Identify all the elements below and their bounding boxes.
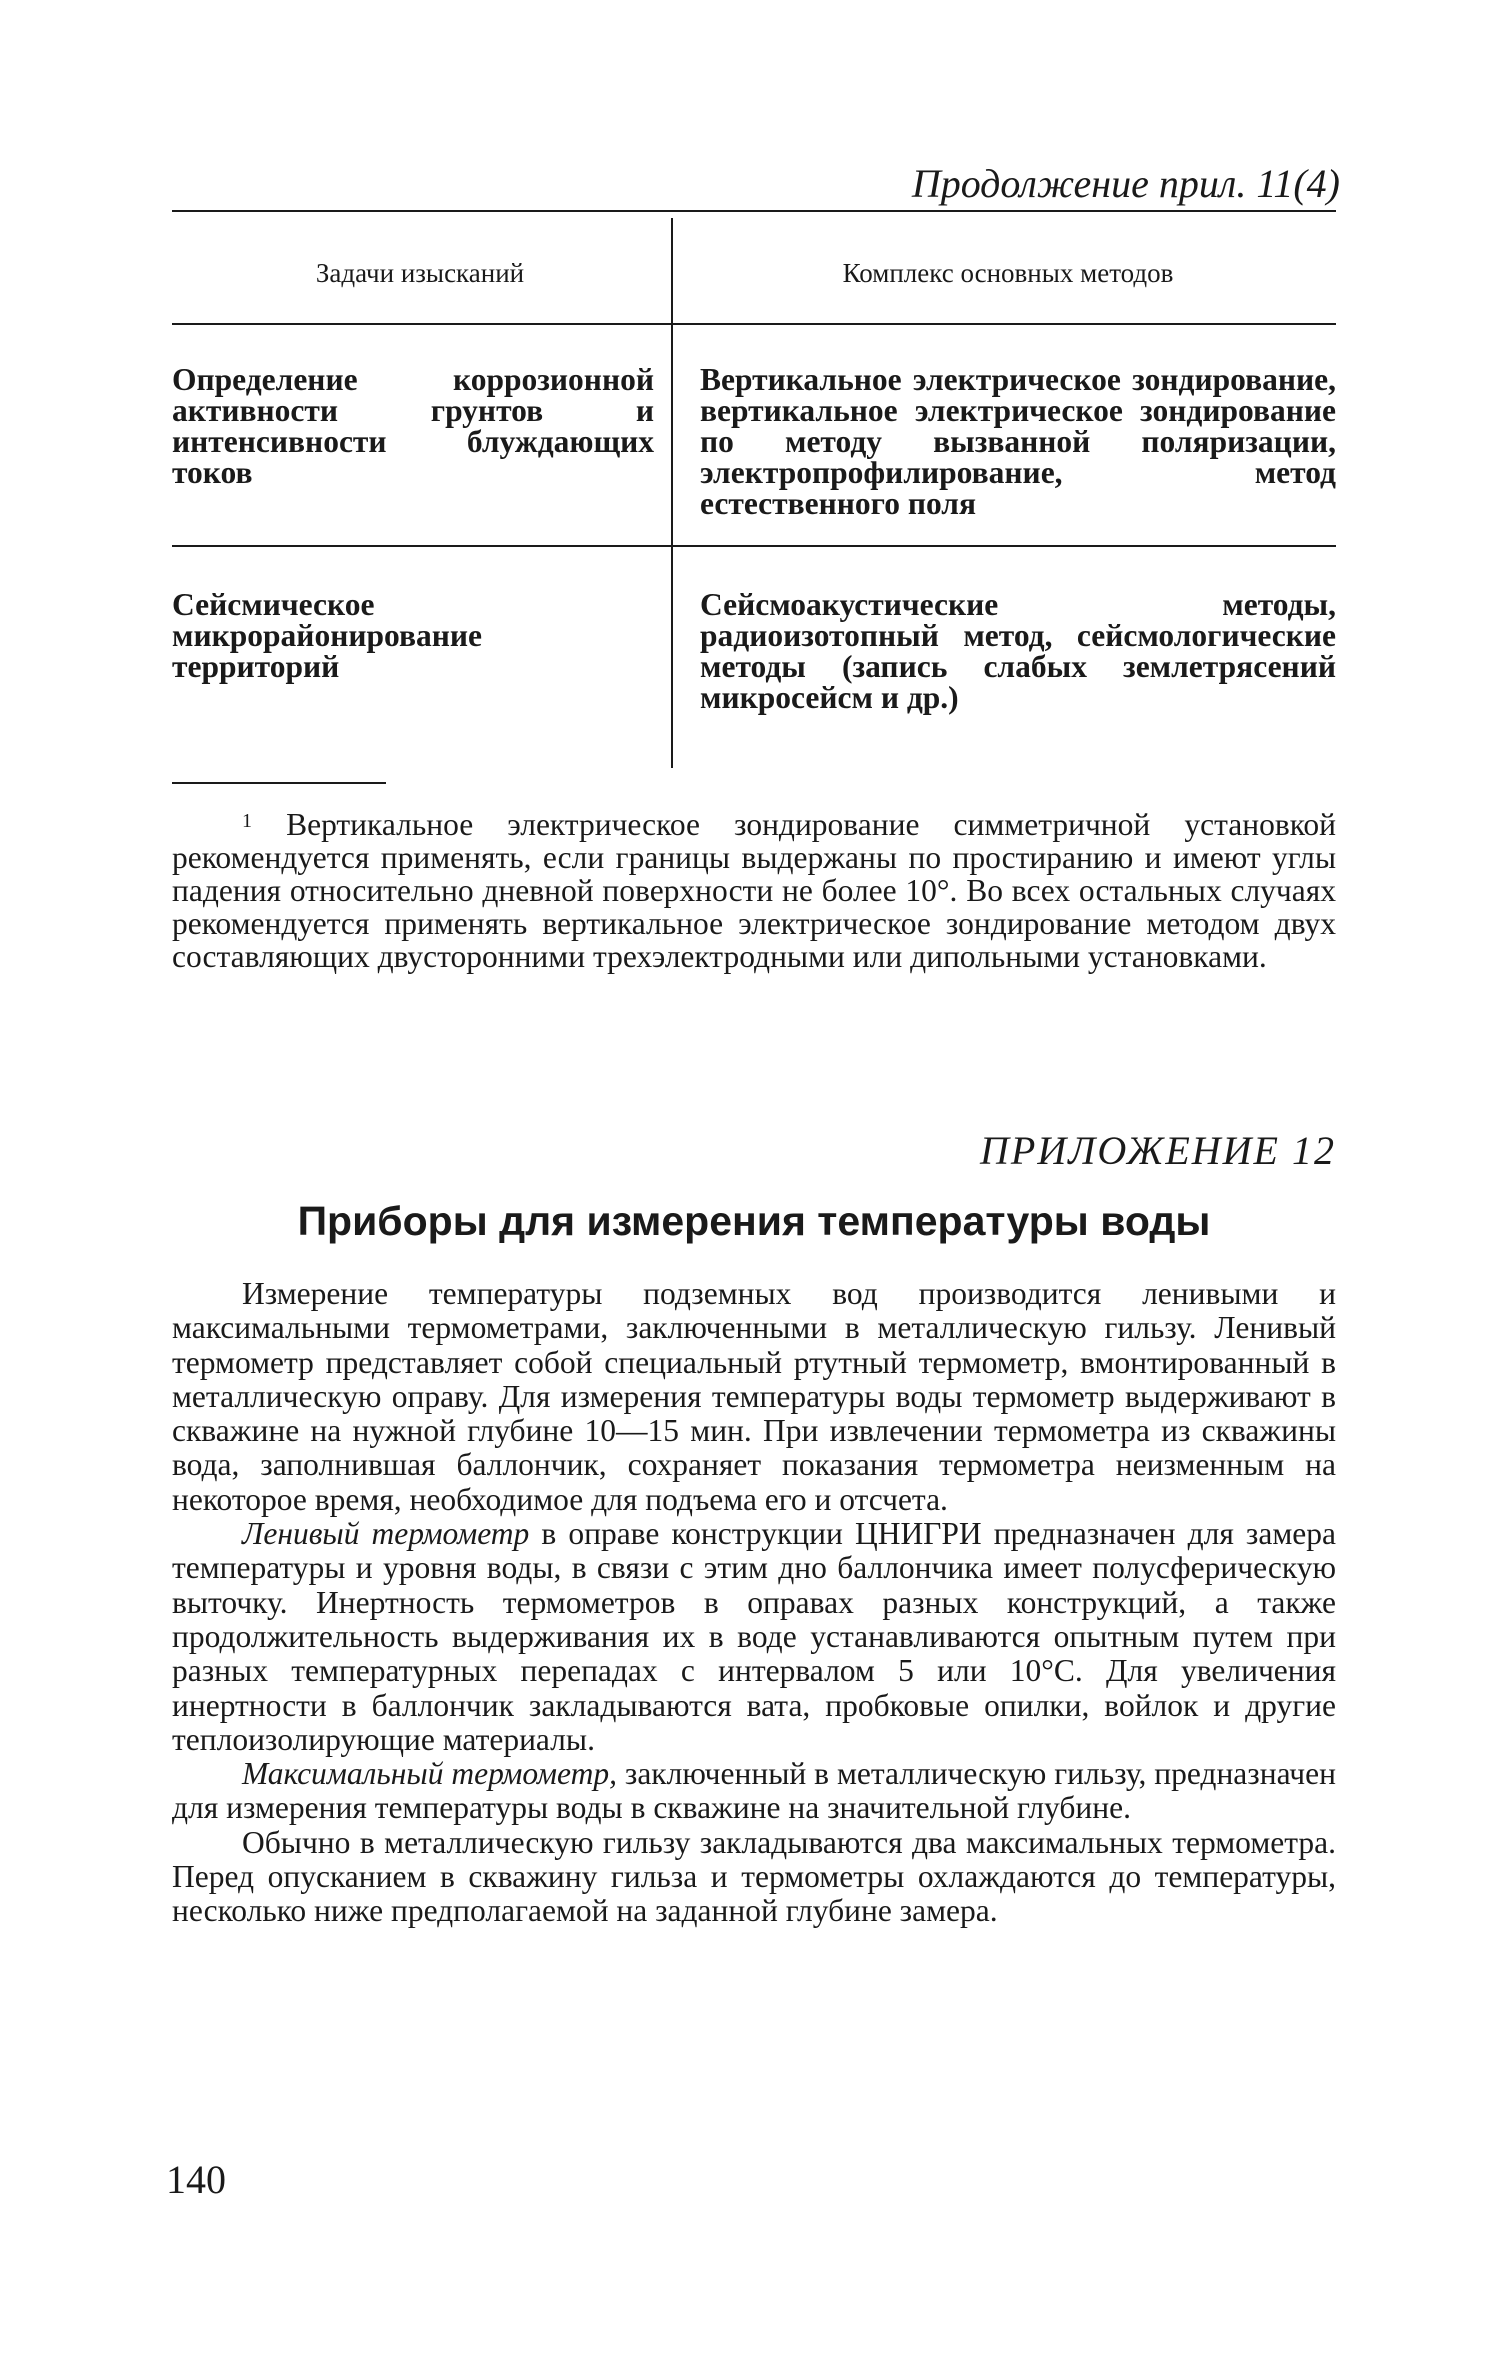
- footnote: [172, 805, 1336, 973]
- paragraph: [172, 1517, 1336, 1757]
- paragraph: [172, 1757, 1336, 1826]
- paragraph: [172, 1277, 1336, 1517]
- footnote-text: Вертикальное электрическое зондирование симметричной установкой рекомендуется применять, если границы выдержаны по простиранию и имеют углы падения относительно дневной поверхности не более 10°. Во всех остальных случаях рекомендуется применять вертикальное электрическое зондирование методом двух составляющих двусторонними трехэлектродными или дипольными установками.: [172, 807, 1337, 974]
- footnote-marker: 1: [242, 810, 252, 832]
- paragraph-text: Измерение температуры подземных вод производится ленивыми и максимальными термометрами, заключенными в металлическую гильзу. Ленивый термометр представляет собой специальный ртутный термометр, вмонтированный в металлическую оправу. Для измерения температуры воды термометр выдерживают в скважине на нужной глубине 10—15 мин. При извлечении термометра из скважины вода, заполнившая баллончик, сохраняет показания термометра неизменным на некоторое время, необходимое для подъема его и отсчета.: [172, 1276, 1336, 1517]
- table-header-rule: [172, 323, 1336, 325]
- table-row-2-task: Сейсмическое микрорайонирование территорий: [172, 587, 483, 684]
- paragraph-text: Обычно в металлическую гильзу закладываются два максимальных термометра. Перед опусканием в скважину гильза и термометры охлаждаются до температуры, несколько ниже предполагаемой на заданной глубине замера.: [172, 1824, 1336, 1929]
- table-row-1-task: Определение коррозионной активности грунтов и интенсивности блуждающих токов: [172, 362, 654, 490]
- appendix-title: Приборы для измерения температуры воды: [297, 1198, 1211, 1244]
- paragraph-text: в оправе конструкции ЦНИГРИ предназначен для замера температуры и уровня воды, в связи с этим дно баллончика имеет полусферическую выточку. Инертность термометров в оправах разных конструкций, а также продолжительность выдерживания их в воде устанавливаются опытным путем при разных температурных перепадах с интервалом 5 или 10°С. Для увеличения инертности в баллончик закладываются вата, пробковые опилки, войлок и другие теплоизолирующие материалы.: [172, 1516, 1336, 1757]
- paragraph-lead: Максимальный термометр,: [242, 1756, 617, 1792]
- table-row-2-methods: Сейсмоакустические методы, радиоизотопный метод, сейсмологические методы (запись слабых землетрясений микросейсм и др.): [700, 587, 1336, 715]
- paragraph-text: заключенный в металлическую гильзу, предназначен для измерения температуры воды в скважине на значительной глубине.: [172, 1756, 1336, 1826]
- paragraph-lead: Ленивый термометр: [242, 1516, 530, 1552]
- continuation-label: Продолжение прил. 11(4): [911, 161, 1340, 206]
- footnote-separator: [172, 782, 386, 784]
- table-row-1-methods: Вертикальное электрическое зондирование, вертикальное электрическое зондирование по методу вызванной поляризации, электропрофилирование, метод естественного поля: [700, 362, 1336, 521]
- table-column-divider: [671, 218, 673, 768]
- table-top-rule: [172, 210, 1336, 212]
- appendix-label: ПРИЛОЖЕНИЕ 12: [980, 1128, 1336, 1173]
- table-header-tasks: Задачи изысканий: [315, 258, 525, 288]
- appendix-body: [172, 1277, 1336, 1929]
- table-row-rule: [172, 545, 1336, 547]
- page-number: 140: [166, 2157, 226, 2202]
- table-header-methods: Комплекс основных методов: [842, 258, 1174, 288]
- paragraph: [172, 1826, 1336, 1929]
